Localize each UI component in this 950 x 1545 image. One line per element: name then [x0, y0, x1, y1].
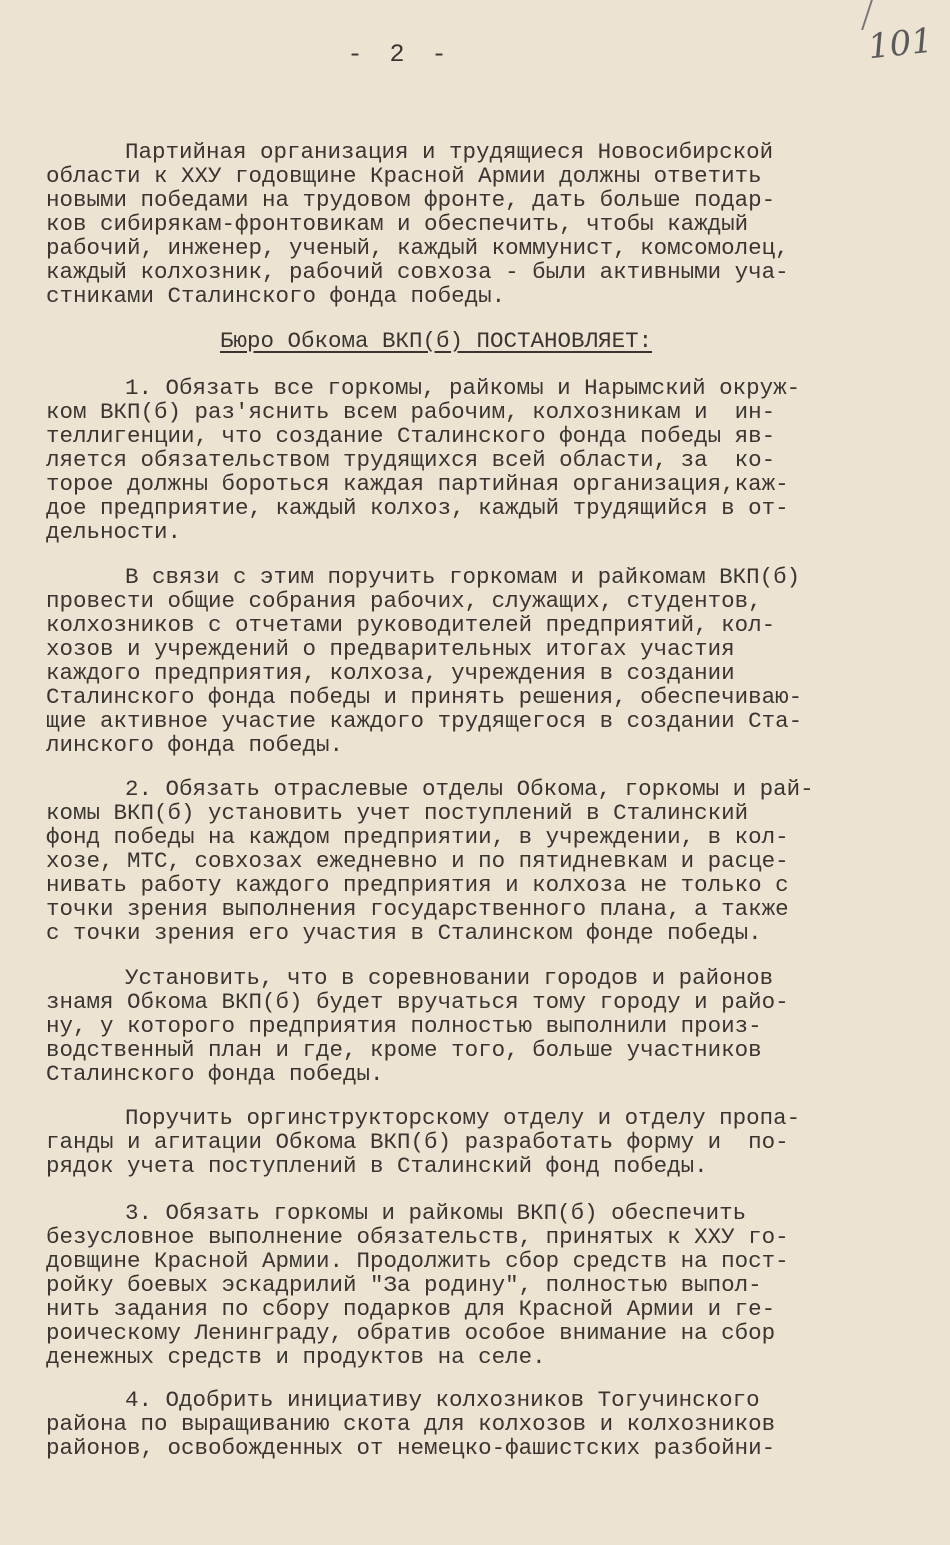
- text-line: рядок учета поступлений в Сталинский фонд победы.: [46, 1153, 708, 1179]
- text-line: Поручить оргинструкторскому отделу и отделу пропа-: [125, 1105, 801, 1131]
- text-line: района по выращиванию скота для колхозов и колхозников: [46, 1411, 776, 1437]
- text-line: ройку боевых эскадрилий "За родину", полностью выпол-: [46, 1272, 762, 1298]
- text-line: каждый колхозник, рабочий совхоза - были активными уча-: [46, 259, 789, 285]
- text-line: ков сибирякам-фронтовикам и обеспечить, чтобы каждый: [46, 211, 749, 237]
- text-line: 3. Обязать горкомы и райкомы ВКП(б) обеспечить: [125, 1200, 747, 1226]
- text-line: колхозников с отчетами руководителей предприятий, кол-: [46, 612, 776, 638]
- text-line: провести общие собрания рабочих, служащих, студентов,: [46, 588, 762, 614]
- text-line: 2. Обязать отраслевые отделы Обкома, горкомы и рай-: [125, 776, 814, 802]
- text-line: дельности.: [46, 519, 182, 545]
- text-line: Установить, что в соревновании городов и районов: [125, 965, 774, 991]
- text-line: ну, у которого предприятия полностью выполнили произ-: [46, 1013, 762, 1039]
- text-line: стниками Сталинского фонда победы.: [46, 283, 506, 309]
- text-line: довщине Красной Армии. Продолжить сбор средств на пост-: [46, 1248, 789, 1274]
- text-line: торое должны бороться каждая партийная организация,каж-: [46, 471, 789, 497]
- text-line: новыми победами на трудовом фронте, дать больше подар-: [46, 187, 776, 213]
- text-line: ганды и агитации Обкома ВКП(б) разработать форму и по-: [46, 1129, 789, 1155]
- text-line: денежных средств и продуктов на селе.: [46, 1344, 546, 1370]
- text-line: ляется обязательством трудящихся всей области, за ко-: [46, 447, 776, 473]
- resolution-heading: Бюро Обкома ВКП(б) ПОСТАНОВЛЯЕТ:: [220, 328, 653, 354]
- text-line: знамя Обкома ВКП(б) будет вручаться тому городу и райо-: [46, 989, 789, 1015]
- text-line: Сталинского фонда победы.: [46, 1061, 384, 1087]
- text-line: роическому Ленинграду, обратив особое внимание на сбор: [46, 1320, 776, 1346]
- text-line: районов, освобожденных от немецко-фашистских разбойни-: [46, 1435, 776, 1461]
- text-line: фонд победы на каждом предприятии, в учреждении, в кол-: [46, 824, 789, 850]
- text-line: щие активное участие каждого трудящегося в создании Ста-: [46, 708, 803, 734]
- text-line: В связи с этим поручить горкомам и райкомам ВКП(б): [125, 564, 801, 590]
- text-line: 4. Одобрить инициативу колхозников Тогучинского: [125, 1387, 760, 1413]
- text-line: Сталинского фонда победы и принять решения, обеспечиваю-: [46, 684, 803, 710]
- text-line: комы ВКП(б) установить учет поступлений в Сталинский: [46, 800, 749, 826]
- text-line: с точки зрения его участия в Сталинском фонде победы.: [46, 920, 762, 946]
- text-line: хозе, МТС, совхозах ежедневно и по пятидневкам и расце-: [46, 848, 789, 874]
- text-line: области к XXУ годовщине Красной Армии должны ответить: [46, 163, 762, 189]
- page-number: - 2 -: [347, 40, 453, 69]
- text-line: точки зрения выполнения государственного плана, а также: [46, 896, 789, 922]
- text-line: хозов и учреждений о предварительных итогах участия: [46, 636, 735, 662]
- text-line: нить задания по сбору подарков для Красной Армии и ге-: [46, 1296, 776, 1322]
- text-line: безусловное выполнение обязательств, принятых к XXУ го-: [46, 1224, 789, 1250]
- text-line: Партийная организация и трудящиеся Новосибирской: [125, 139, 774, 165]
- text-line: дое предприятие, каждый колхоз, каждый трудящийся в от-: [46, 495, 789, 521]
- text-line: водственный план и где, кроме того, больше участников: [46, 1037, 762, 1063]
- archive-mark: [841, 0, 873, 30]
- text-line: линского фонда победы.: [46, 732, 344, 758]
- text-line: ком ВКП(б) раз'яснить всем рабочим, колхозникам и ин-: [46, 399, 776, 425]
- text-line: нивать работу каждого предприятия и колхоза не только с: [46, 872, 789, 898]
- text-line: рабочий, инженер, ученый, каждый коммунист, комсомолец,: [46, 235, 789, 261]
- text-line: теллигенции, что создание Сталинского фонда победы яв-: [46, 423, 776, 449]
- text-line: каждого предприятия, колхоза, учреждения в создании: [46, 660, 735, 686]
- text-line: 1. Обязать все горкомы, райкомы и Нарымский окруж-: [125, 375, 801, 401]
- archive-sheet-number: 101: [866, 20, 935, 68]
